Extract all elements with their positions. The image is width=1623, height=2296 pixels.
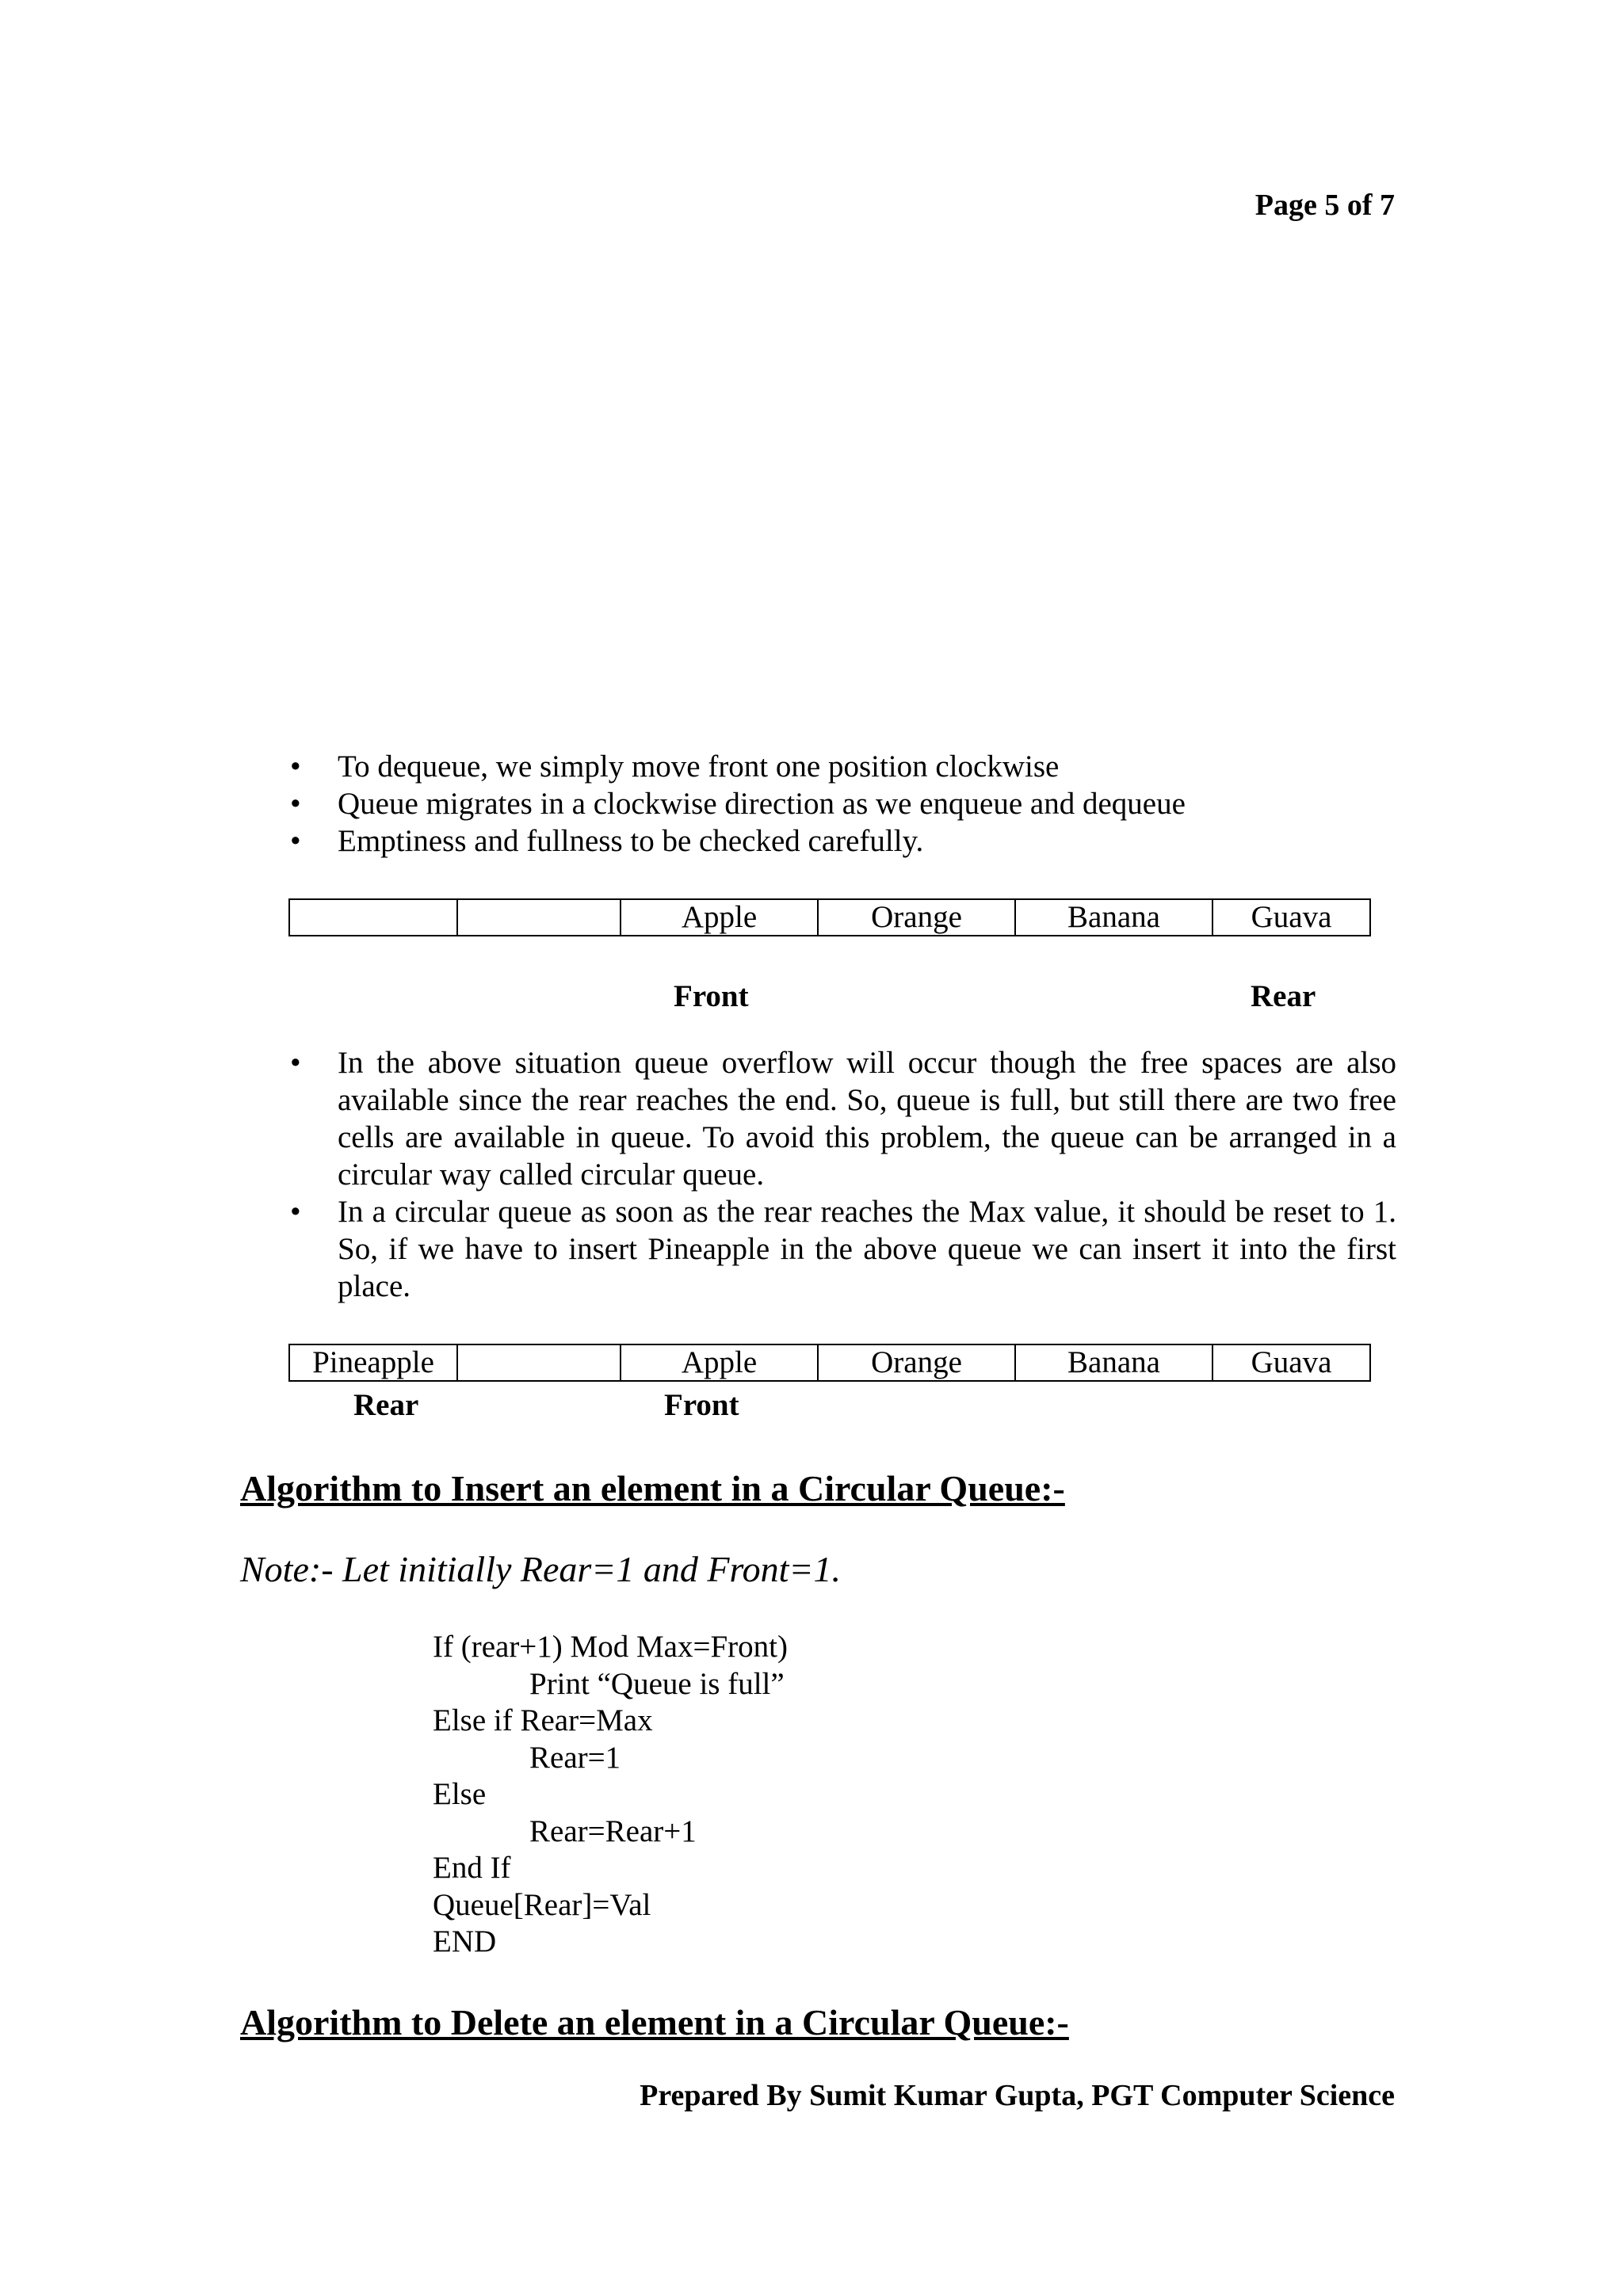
bullet-text: Emptiness and fullness to be checked carefully. bbox=[338, 824, 924, 858]
code-line: Rear=1 bbox=[529, 1740, 621, 1775]
algorithm-insert-code bbox=[433, 1629, 788, 1961]
section-heading-insert: Algorithm to Insert an element in a Circular Queue:- bbox=[240, 1468, 1065, 1508]
bullet-text: To dequeue, we simply move front one position clockwise bbox=[338, 749, 1060, 784]
queue-cell: Orange bbox=[818, 899, 1015, 936]
code-line: Else bbox=[433, 1777, 487, 1811]
queue-table-linear bbox=[288, 898, 1371, 936]
bullet-icon: • bbox=[290, 1046, 301, 1080]
bullet-icon: • bbox=[290, 1195, 301, 1229]
bullet-text: Queue migrates in a clockwise direction as we enqueue and dequeue bbox=[338, 787, 1186, 821]
bullet-icon: • bbox=[290, 824, 301, 858]
section-heading-delete: Algorithm to Delete an element in a Circular Queue:- bbox=[240, 2002, 1069, 2042]
bullet-icon: • bbox=[290, 787, 301, 821]
list-item bbox=[287, 1044, 1396, 1193]
queue-cell: Guava bbox=[1212, 1344, 1370, 1381]
code-line: Else if Rear=Max bbox=[433, 1703, 653, 1737]
queue-cell: Orange bbox=[818, 1344, 1015, 1381]
queue-cell: Guava bbox=[1212, 899, 1370, 936]
code-line: Rear=Rear+1 bbox=[529, 1814, 697, 1848]
bullet-list-circular bbox=[287, 1044, 1396, 1305]
queue-cell bbox=[289, 899, 457, 936]
queue-table-circular bbox=[288, 1344, 1371, 1382]
code-line: If (rear+1) Mod Max=Front) bbox=[433, 1630, 788, 1664]
table-row bbox=[289, 1344, 1370, 1381]
bullet-text: In a circular queue as soon as the rear reaches the Max value, it should be reset to 1. So, if we have to insert Pineapple in the above queue we can insert it into the first place. bbox=[338, 1195, 1396, 1303]
queue-cell bbox=[457, 1344, 621, 1381]
bullet-list-dequeue bbox=[287, 748, 1396, 860]
list-item bbox=[287, 1193, 1396, 1305]
bullet-text: In the above situation queue overflow will occur though the free spaces are also available since the rear reaches the end. So, queue is full, but still there are two free cells are available in queue. To avoid this problem, the queue can be arranged in a circular way called circular queue. bbox=[338, 1046, 1396, 1192]
front-label: Front bbox=[664, 1388, 739, 1422]
code-line: Print “Queue is full” bbox=[529, 1666, 785, 1701]
queue-cell: Apple bbox=[621, 1344, 818, 1381]
code-line: End If bbox=[433, 1851, 511, 1885]
queue-cell bbox=[457, 899, 621, 936]
list-item bbox=[287, 822, 1396, 860]
code-line: Queue[Rear]=Val bbox=[433, 1887, 651, 1922]
table-row bbox=[289, 899, 1370, 936]
list-item bbox=[287, 748, 1396, 785]
rear-label: Rear bbox=[1251, 979, 1316, 1013]
bullet-icon: • bbox=[290, 749, 301, 784]
queue-cell: Banana bbox=[1015, 1344, 1212, 1381]
page-number: Page 5 of 7 bbox=[1254, 189, 1395, 222]
list-item bbox=[287, 785, 1396, 822]
note-text: Note:- Let initially Rear=1 and Front=1. bbox=[240, 1549, 841, 1589]
rear-label: Rear bbox=[353, 1388, 419, 1422]
code-line: END bbox=[433, 1924, 497, 1958]
queue-cell: Apple bbox=[621, 899, 818, 936]
queue-cell: Pineapple bbox=[289, 1344, 457, 1381]
queue-cell: Banana bbox=[1015, 899, 1212, 936]
front-label: Front bbox=[674, 979, 749, 1013]
footer-credit: Prepared By Sumit Kumar Gupta, PGT Computer Science bbox=[640, 2079, 1395, 2112]
